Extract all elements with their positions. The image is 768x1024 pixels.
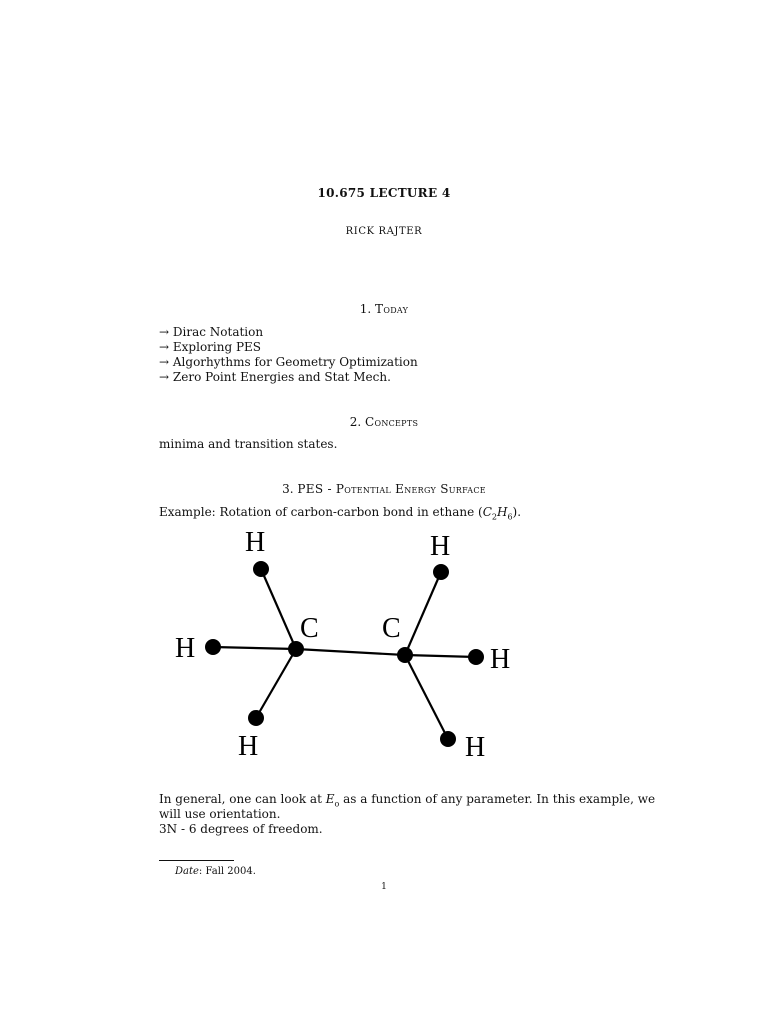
- formula-hydrogen: H: [496, 505, 508, 519]
- list-item-text: Zero Point Energies and Stat Mech.: [172, 370, 391, 384]
- hydrogen-label: H: [430, 531, 451, 562]
- bond-line: [256, 649, 296, 718]
- formula-carbon-subscript: 2: [491, 512, 497, 522]
- hydrogen-label: H: [465, 732, 486, 763]
- hydrogen-label: H: [238, 731, 259, 762]
- bond-line: [405, 655, 448, 739]
- hydrogen-atom: [468, 649, 484, 665]
- hydrogen-label: H: [175, 633, 196, 664]
- bond-line: [405, 572, 441, 655]
- author-name: RICK RAJTER: [345, 226, 423, 237]
- section-title: Today: [375, 302, 409, 316]
- concepts-paragraph: minima and transition states.: [159, 437, 338, 451]
- hydrogen-atom: [205, 639, 221, 655]
- arrow-icon: →: [159, 325, 170, 339]
- hydrogen-atom: [440, 731, 456, 747]
- carbon-label: C: [300, 613, 319, 644]
- example-suffix: ).: [512, 505, 522, 519]
- section-number: 2.: [349, 415, 362, 429]
- hydrogen-label: H: [245, 527, 266, 558]
- arrow-icon: →: [159, 370, 170, 384]
- footnote-text: : Fall 2004.: [198, 866, 256, 877]
- paper-title: 10.675 LECTURE 4: [317, 186, 451, 200]
- section-number: 3.: [282, 482, 294, 496]
- text-run: as a function of any parameter. In this example, we: [339, 792, 656, 806]
- energy-symbol: E: [325, 792, 335, 806]
- formula-carbon: C: [482, 505, 492, 519]
- footnote-rule: [159, 860, 234, 861]
- footnote-label: Date: [175, 866, 199, 877]
- footnote: [175, 866, 256, 877]
- section-title: PES - Potential Energy Surface: [297, 482, 486, 496]
- list-item-text: Algorhythms for Geometry Optimization: [172, 355, 418, 369]
- carbon-carbon-bond: [296, 649, 405, 655]
- carbon-label: C: [382, 613, 401, 644]
- bond-line: [213, 647, 296, 649]
- hydrogen-atom: [253, 561, 269, 577]
- arrow-icon: →: [159, 340, 170, 354]
- section-title: Concepts: [364, 415, 419, 429]
- general-paragraph: [159, 792, 656, 837]
- energy-subscript: o: [334, 799, 340, 809]
- paragraph-line: will use orientation.: [159, 807, 281, 821]
- bond-line: [405, 655, 476, 657]
- paragraph-line: 3N - 6 degrees of freedom.: [159, 822, 323, 836]
- list-item-text: Dirac Notation: [172, 325, 264, 339]
- list-item-text: Exploring PES: [172, 340, 262, 354]
- hydrogen-label: H: [490, 644, 511, 675]
- hydrogen-atom: [248, 710, 264, 726]
- section-number: 1.: [359, 302, 372, 316]
- carbon-atom: [397, 647, 413, 663]
- example-text: Example: Rotation of carbon-carbon bond in ethane (: [159, 505, 483, 519]
- hydrogen-atom: [433, 564, 449, 580]
- page-number: 1: [381, 882, 387, 892]
- paragraph-line: [159, 792, 656, 809]
- text-run: In general, one can look at: [159, 792, 326, 806]
- formula-hydrogen-subscript: 6: [507, 512, 513, 522]
- bond-line: [261, 569, 296, 649]
- arrow-icon: →: [159, 355, 170, 369]
